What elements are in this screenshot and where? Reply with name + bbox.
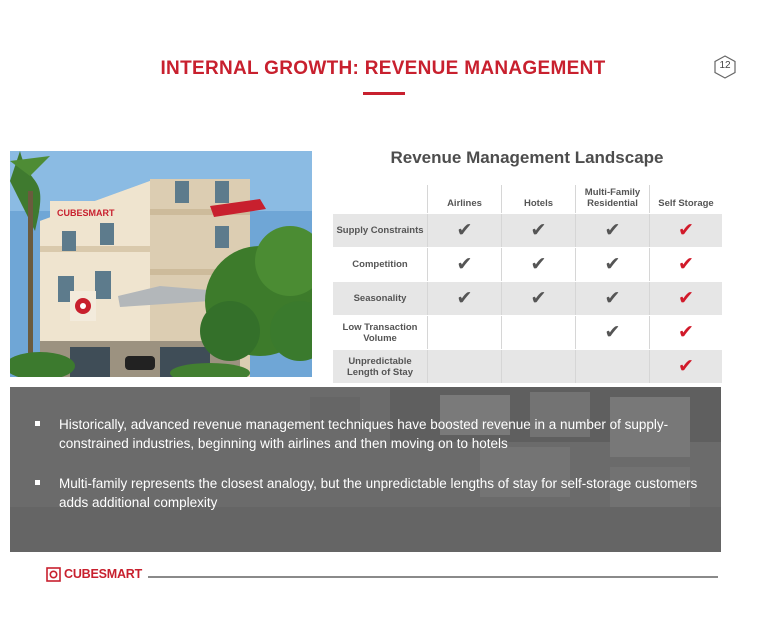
table-cell xyxy=(575,248,649,281)
table-cell xyxy=(427,282,501,315)
slide-title: INTERNAL GROWTH: REVENUE MANAGEMENT xyxy=(160,58,606,79)
table-cell xyxy=(427,214,501,247)
page-number-badge xyxy=(713,55,737,79)
check-icon: ✔ xyxy=(678,322,694,343)
title-underline xyxy=(363,92,405,95)
facility-photo xyxy=(10,151,312,377)
row-label: Seasonality xyxy=(333,282,427,315)
table-cell xyxy=(501,282,575,315)
table-cell xyxy=(649,214,722,247)
table-cell xyxy=(427,316,501,349)
check-icon: ✔ xyxy=(456,288,473,309)
table-cell xyxy=(427,248,501,281)
table-header-row xyxy=(333,185,722,214)
photo-sign-text: CUBESMART xyxy=(57,208,115,218)
table-cell xyxy=(501,350,575,383)
column-header: Multi-Family Residential xyxy=(575,185,649,213)
table-cell xyxy=(649,316,722,349)
check-icon: ✔ xyxy=(530,288,547,309)
table-row xyxy=(333,316,722,350)
table-row xyxy=(333,282,722,316)
table-cell xyxy=(575,282,649,315)
row-label: Low Transaction Volume xyxy=(342,321,418,344)
table-row xyxy=(333,214,722,248)
bullet-text: Historically, advanced revenue management techniques have boosted revenue in a number of supply-constrained industries, beginning with airlines and then moving on to hotels xyxy=(59,417,669,451)
check-icon: ✔ xyxy=(678,254,694,275)
row-label: Supply Constraints xyxy=(333,214,427,247)
row-label: Competition xyxy=(352,259,408,270)
check-icon: ✔ xyxy=(604,322,621,343)
check-icon: ✔ xyxy=(530,254,547,275)
table-cell xyxy=(575,214,649,247)
column-header: Hotels xyxy=(501,185,575,213)
bullet-list xyxy=(35,415,715,533)
check-icon: ✔ xyxy=(604,220,621,241)
table-cell xyxy=(649,248,722,281)
table-cell xyxy=(501,316,575,349)
table-row xyxy=(333,350,722,384)
page-number: 12 xyxy=(719,60,731,71)
check-icon: ✔ xyxy=(678,288,694,309)
table-cell xyxy=(501,214,575,247)
bullet-text: Multi-family represents the closest analogy, but the unpredictable lengths of stay for self-storage customers adds additional complexity xyxy=(59,476,698,510)
check-icon: ✔ xyxy=(678,356,694,377)
table-cell xyxy=(649,282,722,315)
check-icon: ✔ xyxy=(456,220,473,241)
column-header: Airlines xyxy=(427,185,501,213)
check-icon: ✔ xyxy=(678,220,694,241)
table-cell xyxy=(575,316,649,349)
building-photo-image xyxy=(10,151,312,377)
check-icon: ✔ xyxy=(604,254,621,275)
table-cell xyxy=(575,350,649,383)
row-label: Unpredictable Length of Stay xyxy=(333,350,427,383)
table-title: Revenue Management Landscape xyxy=(390,148,664,167)
table-cell xyxy=(501,248,575,281)
check-icon: ✔ xyxy=(530,220,547,241)
comparison-table xyxy=(333,185,722,384)
footer-logo-text: CUBESMART xyxy=(64,567,143,581)
bullet-item xyxy=(35,474,715,512)
cube-logo-icon xyxy=(46,567,61,582)
table-cell xyxy=(427,350,501,383)
footer-divider xyxy=(148,576,718,578)
bullet-panel xyxy=(10,387,721,552)
table-row xyxy=(333,248,722,282)
bullet-item xyxy=(35,415,715,453)
column-header: Self Storage xyxy=(649,185,722,213)
check-icon: ✔ xyxy=(456,254,473,275)
table-cell xyxy=(649,350,722,383)
check-icon: ✔ xyxy=(604,288,621,309)
bullet-square-icon xyxy=(35,421,40,426)
header-corner xyxy=(333,185,427,213)
bullet-square-icon xyxy=(35,480,40,485)
